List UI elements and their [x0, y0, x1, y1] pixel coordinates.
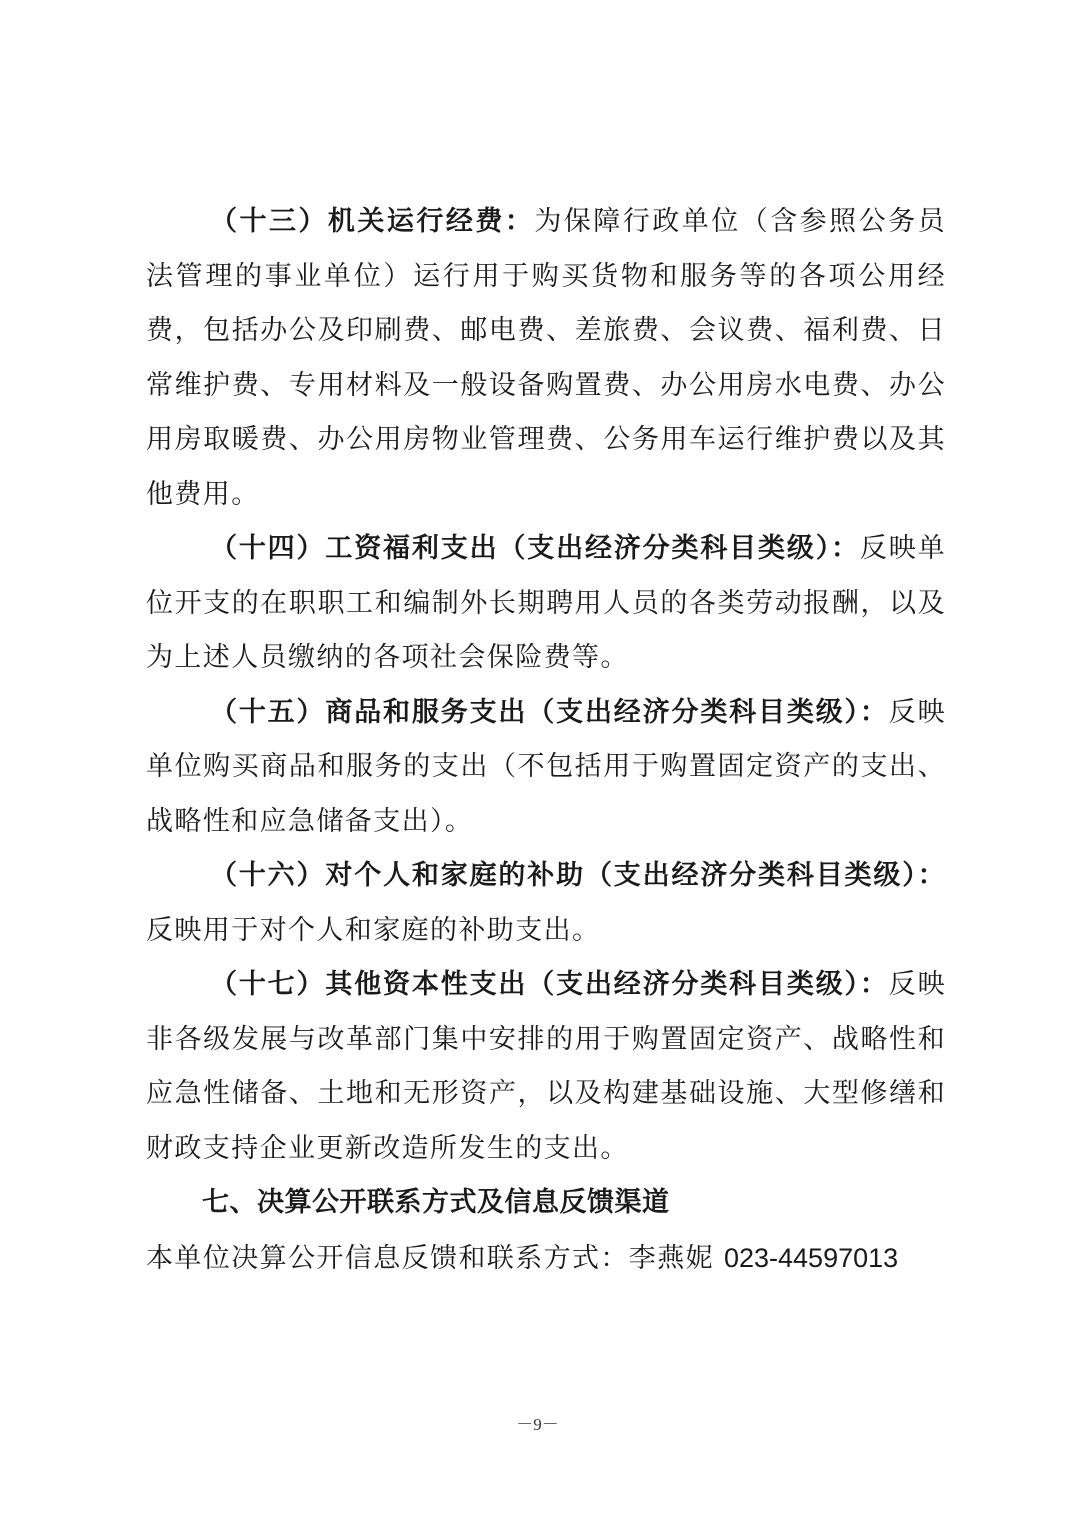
page-number: －9－ [516, 1415, 559, 1434]
paragraph-lead: （十四）工资福利支出（支出经济分类科目类级）： [210, 533, 860, 564]
paragraph-body: 反映非各级发展与改革部门集中安排的用于购置固定资产、战略性和应急性储备、土地和无形资产，以及构建基础设施、大型修缮和财政支持企业更新改造所发生的支出。 [146, 969, 946, 1164]
paragraph-item-13 [146, 195, 946, 522]
paragraph-item-14 [146, 522, 946, 686]
paragraph-body: 反映单位开支的在职职工和编制外长期聘用人员的各类劳动报酬，以及为上述人员缴纳的各项社会保险费等。 [146, 533, 946, 673]
contact-phone: 023-44597013 [723, 1242, 899, 1273]
contact-label: 本单位决算公开信息反馈和联系方式：李燕妮 [146, 1242, 714, 1274]
paragraph-body: 反映单位购买商品和服务的支出（不包括用于购置固定资产的支出、战略性和应急储备支出）。 [146, 696, 946, 837]
contact-line [146, 1231, 946, 1287]
paragraph-lead: （十七）其他资本性支出（支出经济分类科目类级）： [210, 969, 889, 1000]
section-heading: 七、决算公开联系方式及信息反馈渠道 [202, 1187, 670, 1218]
document-body [146, 195, 946, 1286]
paragraph-lead: （十六）对个人和家庭的补助（支出经济分类科目类级）： [210, 860, 946, 891]
paragraph-item-16 [146, 849, 946, 958]
paragraph-lead: （十三）机关运行经费： [210, 206, 535, 237]
paragraph-body: 反映用于对个人和家庭的补助支出。 [146, 914, 601, 946]
paragraph-lead: （十五）商品和服务支出（支出经济分类科目类级）： [210, 696, 889, 728]
paragraph-item-15 [146, 686, 946, 850]
paragraph-item-17 [146, 958, 946, 1176]
paragraph-body: 为保障行政单位（含参照公务员法管理的事业单位）运行用于购买货物和服务等的各项公用经费，包括办公及印刷费、邮电费、差旅费、会议费、福利费、日常维护费、专用材料及一般设备购置费、办公用房水电费、办公用房取暖费、办公用房物业管理费、公务用车运行维护费以及其他费用。 [146, 206, 946, 510]
